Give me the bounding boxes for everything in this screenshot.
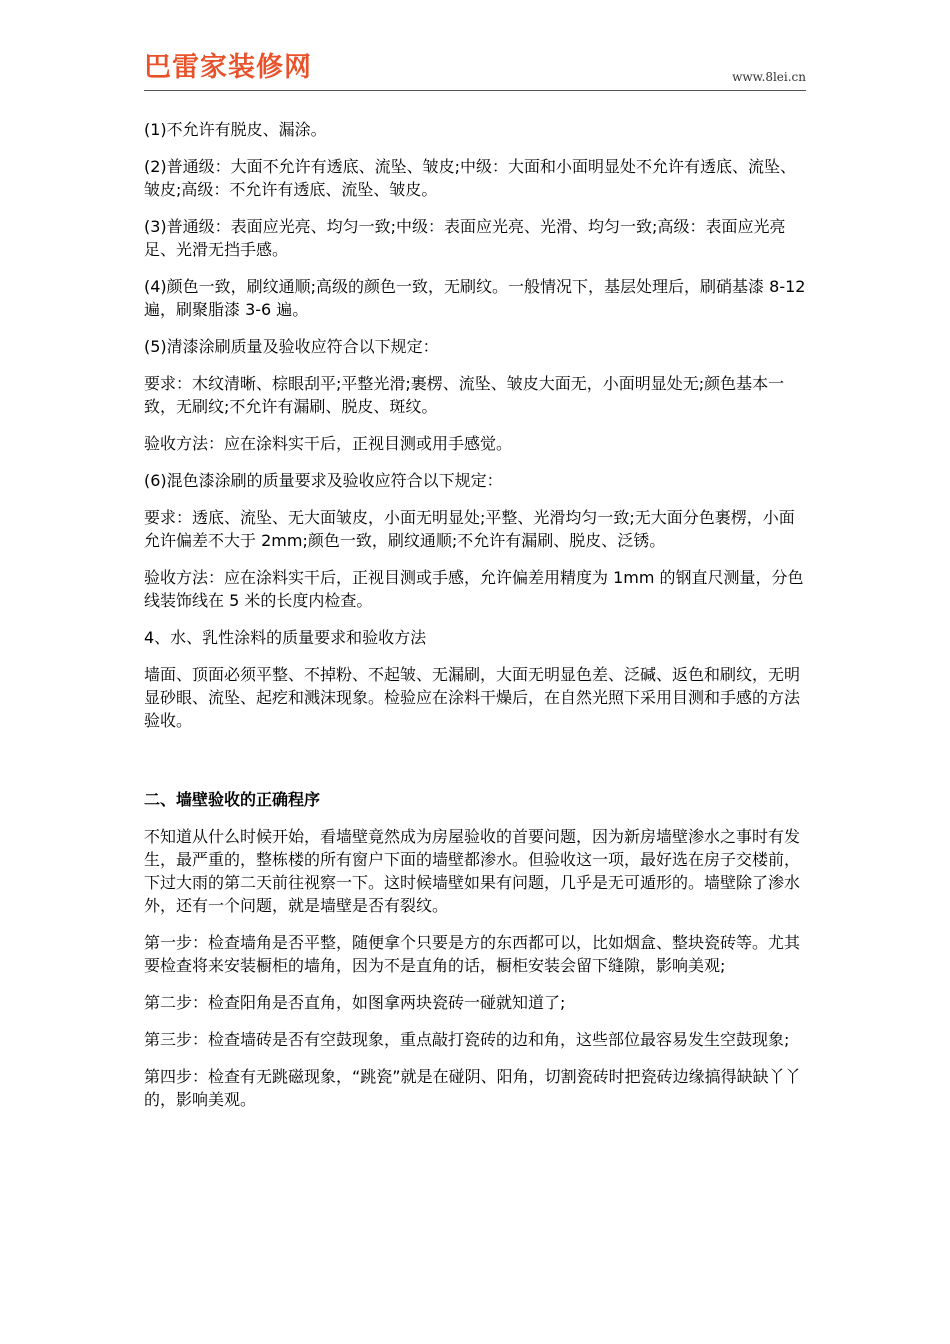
paragraph: 第一步：检查墙角是否平整，随便拿个只要是方的东西都可以，比如烟盒、整块瓷砖等。尤其要检查将来安装橱柜的墙角，因为不是直角的话，橱柜安装会留下缝隙，影响美观; [144,933,801,975]
section-heading: 二、墙壁验收的正确程序 [144,790,321,809]
paragraph: 要求：透底、流坠、无大面皱皮，小面无明显处;平整、光滑均匀一致;无大面分色裹楞，小面允许偏差不大于 2mm;颜色一致，刷纹通顺;不允许有漏刷、脱皮、泛锈。 [144,508,795,550]
paragraph: 第二步：检查阳角是否直角，如图拿两块瓷砖一碰就知道了; [144,993,566,1012]
paragraph: 第三步：检查墙砖是否有空鼓现象，重点敲打瓷砖的边和角，这些部位最容易发生空鼓现象; [144,1030,790,1049]
paragraph: 第四步：检查有无跳磁现象，“跳瓷”就是在碰阴、阳角，切割瓷砖时把瓷砖边缘搞得缺缺丫丫的，影响美观。 [144,1067,801,1109]
paragraph: (1)不允许有脱皮、漏涂。 [144,120,327,139]
document-body [144,118,808,1125]
paragraph: 不知道从什么时候开始，看墙壁竟然成为房屋验收的首要问题，因为新房墙壁渗水之事时有发生，最严重的，整栋楼的所有窗户下面的墙壁都渗水。但验收这一项，最好选在房子交楼前，下过大雨的第二天前往视察一下。这时候墙壁如果有问题，几乎是无可遁形的。墙壁除了渗水外，还有一个问题，就是墙壁是否有裂纹。 [144,827,801,915]
paragraph: 要求：木纹清晰、棕眼刮平;平整光滑;裹楞、流坠、皱皮大面无，小面明显处无;颜色基本一致，无刷纹;不允许有漏刷、脱皮、斑纹。 [144,374,785,416]
paragraph: 4、水、乳性涂料的质量要求和验收方法 [144,628,427,647]
paragraph: 墙面、顶面必须平整、不掉粉、不起皱、无漏刷，大面无明显色差、泛碱、返色和刷纹，无明显砂眼、流坠、起疙和溅沫现象。检验应在涂料干燥后，在自然光照下采用目测和手感的方法验收。 [144,665,801,730]
paragraph: (6)混色漆涂刷的质量要求及验收应符合以下规定： [144,471,503,490]
paragraph: (2)普通级：大面不允许有透底、流坠、皱皮;中级：大面和小面明显处不允许有透底、流坠、皱皮;高级：不允许有透底、流坠、皱皮。 [144,157,797,199]
paragraph: (4)颜色一致，刷纹通顺;高级的颜色一致，无刷纹。一般情况下，基层处理后，刷硝基漆 8-12 遍，刷聚脂漆 3-6 遍。 [144,277,806,319]
site-logo[interactable]: 巴雷家装修网 [144,52,312,83]
site-url[interactable]: www.8lei.cn [732,70,806,84]
paragraph: 验收方法：应在涂料实干后，正视目测或用手感觉。 [144,434,513,453]
paragraph: 验收方法：应在涂料实干后，正视目测或手感，允许偏差用精度为 1mm 的钢直尺测量，分色线装饰线在 5 米的长度内检查。 [144,568,804,610]
paragraph: (3)普通级：表面应光亮、均匀一致;中级：表面应光亮、光滑、均匀一致;高级：表面应光亮足、光滑无挡手感。 [144,217,786,259]
page-header [144,50,806,91]
paragraph: (5)清漆涂刷质量及验收应符合以下规定： [144,337,439,356]
